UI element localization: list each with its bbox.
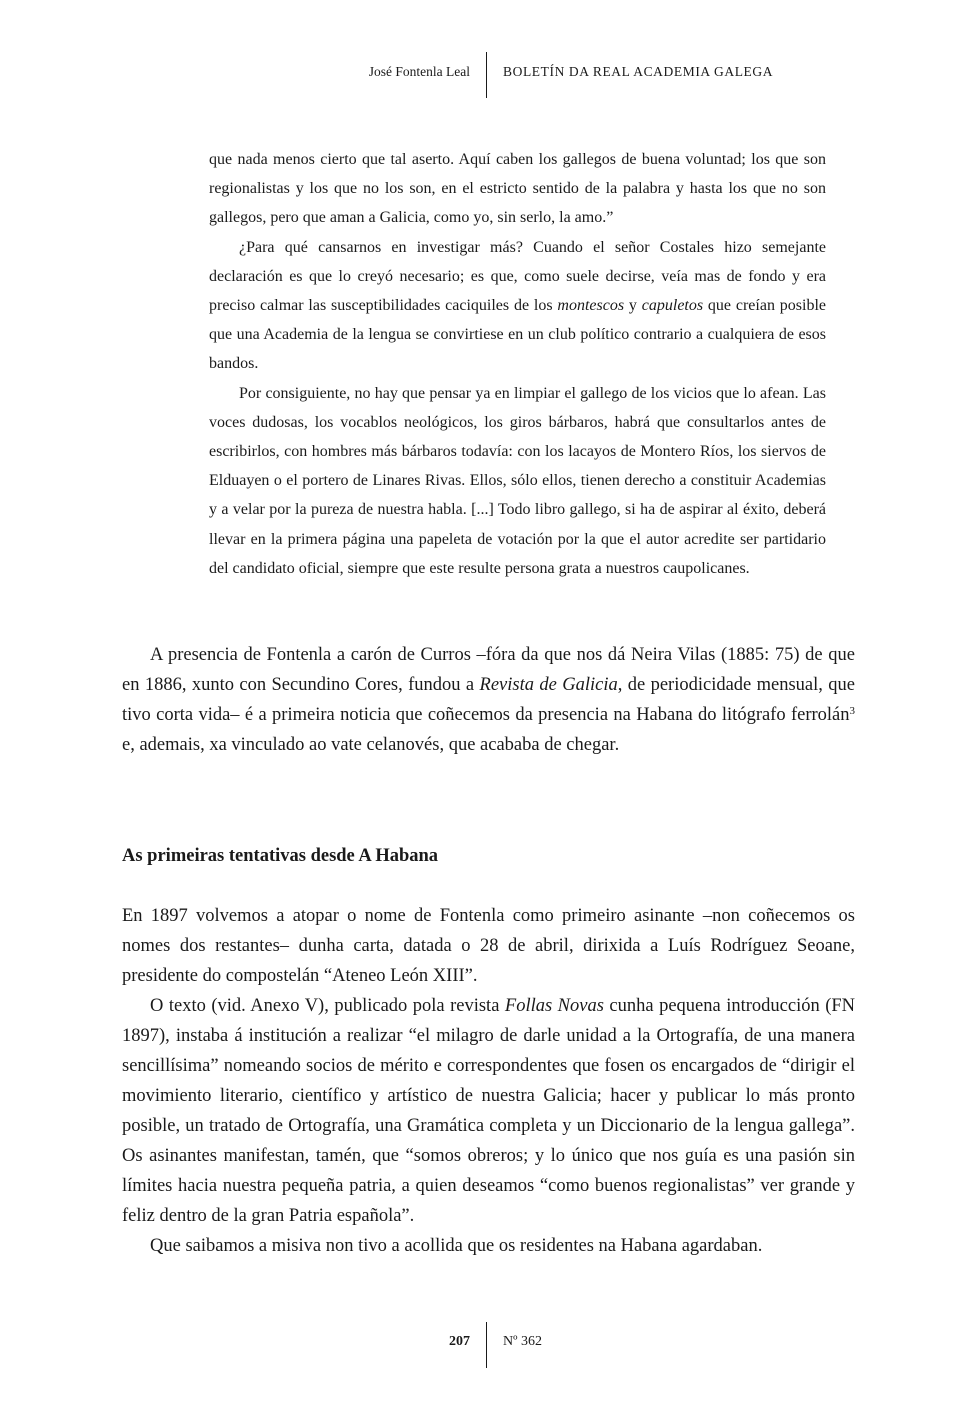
- running-header: [0, 52, 975, 98]
- running-footer: [0, 1322, 975, 1368]
- body-paragraph: En 1897 volvemos a atopar o nome de Fontenla como primeiro asinante –non coñecemos os nomes dos restantes– dunha carta, datada o 28 de abril, dirixida a Luís Rodríguez Seoane, presidente do compostelán “Ateneo León XIII”.: [122, 906, 855, 986]
- quote-paragraph-1: que nada menos cierto que tal aserto. Aquí caben los gallegos de buena voluntad; los que son regionalistas y los que no los son, en el estricto sentido de la palabra y hasta los que no son gallegos, pero que aman a Galicia, como yo, sin serlo, la amo.”: [209, 151, 826, 227]
- quote-paragraph-2: ¿Para qué cansarnos en investigar más? Cuando el señor Costales hizo semejante declaración es que lo creyó necesario; es que, como suele decirse, veía mas de fondo y era preciso calmar las susceptibilidades caciquiles de los montescos y capuletos que creían posible que una Academia de la lengua se convirtiese en un club político contrario a cualquiera de esos bandos.: [209, 238, 827, 373]
- body-paragraph: O texto (vid. Anexo V), publicado pola revista Follas Novas cunha pequena introducción (FN 1897), instaba á institución a realizar “el milagro de darle unidad a la Ortografía, de una manera sencillísima” nomeando socios de mérito e correspondentes que fosen os encargados de “dirigir el movimiento literario, científico y artístico de nuestra Galicia; hacer y publicar lo más pronto posible, un tratado de Ortografía, una Gramática completa y un Diccionario de la lengua gallega”. Os asinantes manifestan, tamén, que “somos obreros; y lo único que nos guía es una pasión sin límites hacia nuestra pequeña patria, a quien deseamos “como buenos regionalistas” ver grande y feliz dentro de la gran Patria española”.: [122, 996, 856, 1226]
- block-quote: [209, 145, 826, 583]
- footnote-reference[interactable]: 3: [849, 705, 855, 717]
- section-heading: As primeiras tentativas desde A Habana: [122, 846, 439, 866]
- body-paragraph-block-2: [122, 901, 855, 1261]
- page-number: 207: [449, 1334, 470, 1349]
- body-paragraph-block-1: [122, 640, 855, 760]
- issue-number: Nº 362: [503, 1334, 542, 1349]
- quote-paragraph-3: Por consiguiente, no hay que pensar ya en limpiar el gallego de los vicios que lo afean. Las voces dudosas, los vocablos neológicos, los giros bárbaros, habrá que consultarlos antes de escribirlos, con hombres más bárbaros todavía: con los lacayos de Montero Ríos, los siervos de Elduayen o el portero de Linares Rivas. Ellos, sólo ellos, tienen derecho a constituir Academias y a velar por la pureza de nuestra habla. [...] Todo libro gallego, si ha de aspirar al éxito, deberá llevar en la primera página una papeleta de votación por la que el autor acredite ser partidario del candidato oficial, siempre que este resulte persona grata a nuestros caupolicanes.: [209, 384, 826, 577]
- italic-term: montescos: [557, 297, 625, 315]
- header-journal-title: BOLETÍN DA REAL ACADEMIA GALEGA: [503, 64, 774, 79]
- italic-title: Revista de Galicia: [479, 675, 618, 695]
- footer-divider: [486, 1322, 487, 1368]
- header-author: José Fontenla Leal: [368, 64, 470, 79]
- body-paragraph: A presencia de Fontenla a carón de Curros –fóra da que nos dá Neira Vilas (1885: 75) de que en 1886, xunto con Secundino Cores, fundou a Revista de Galicia, de periodicidade mensual, que tivo corta vida– é a primeira noticia que coñecemos da presencia na Habana do litógrafo ferrolán$^3$ e, ademais, xa vinculado ao vate celanovés, que acababa de chegar.: [122, 645, 856, 755]
- italic-term: capuletos: [641, 297, 704, 315]
- body-paragraph: Que saibamos a misiva non tivo a acollida que os residentes na Habana agardaban.: [150, 1236, 763, 1256]
- italic-title: Follas Novas: [504, 996, 604, 1016]
- header-divider: [486, 52, 487, 98]
